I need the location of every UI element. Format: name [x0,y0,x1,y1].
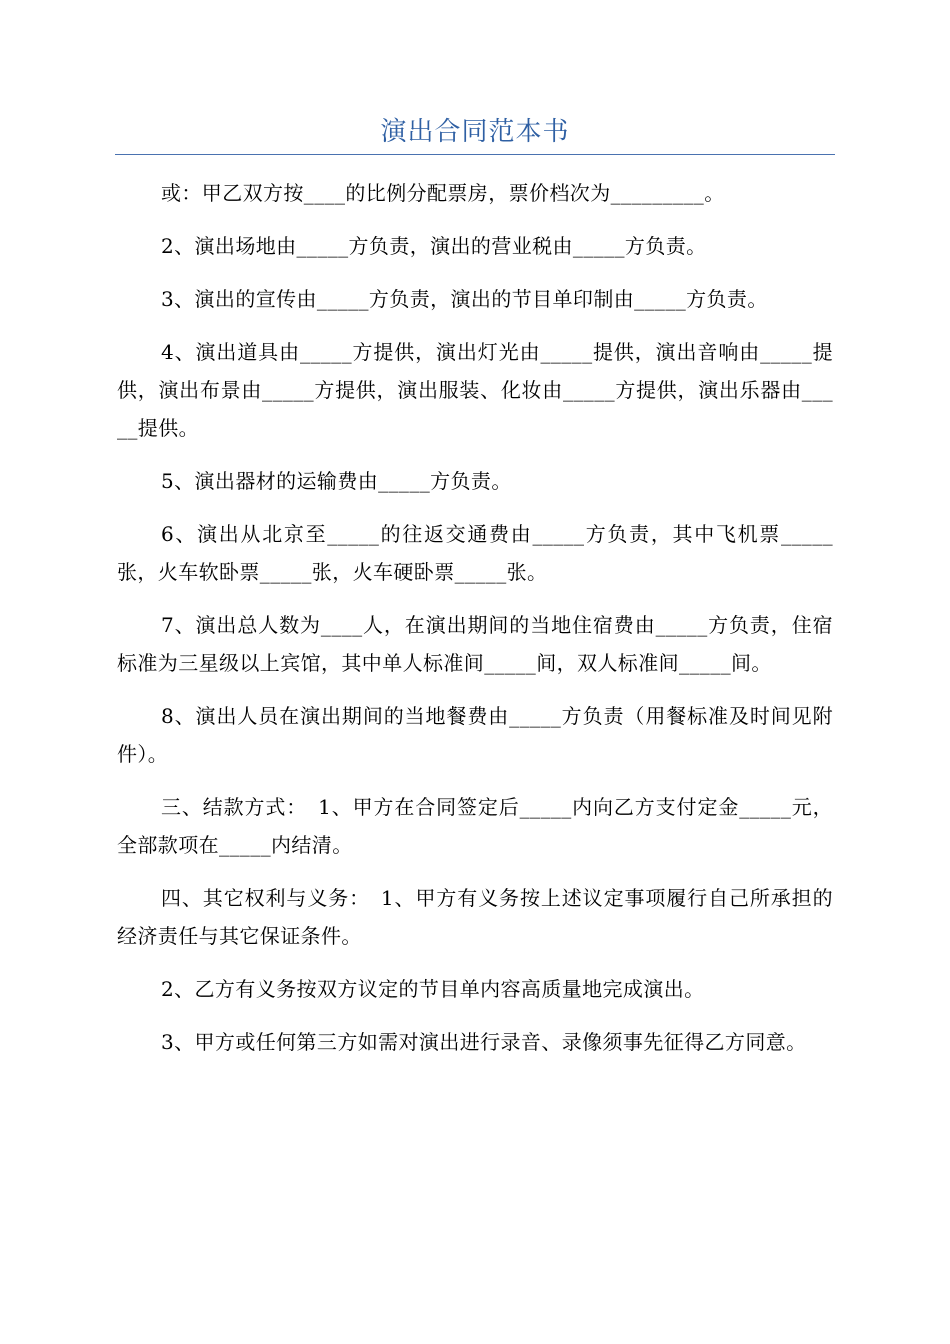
paragraph-venue-tax: 2、演出场地由_____方负责，演出的营业税由_____方负责。 [161,234,707,258]
paragraph-promotion-program: 3、演出的宣传由_____方负责，演出的节目单印制由_____方负责。 [161,287,768,311]
document-title: 演出合同范本书 [380,117,570,147]
paragraph-meals: 8、演出人员在演出期间的当地餐费由_____方负责（用餐标准及时间见附件）。 [117,704,833,766]
paragraph-payment-terms: 三、结款方式： 1、甲方在合同签定后_____内向乙方支付定金_____元，全部款项在_____内结清。 [117,795,833,857]
paragraph-box-office-split: 或：甲乙双方按____的比例分配票房，票价档次为_________。 [161,181,725,205]
paragraph-rights-obligations: 四、其它权利与义务： 1、甲方有义务按上述议定事项履行自己所承担的经济责任与其它保证条件。 [117,886,833,948]
paragraph-recording-consent: 3、甲方或任何第三方如需对演出进行录音、录像须事先征得乙方同意。 [161,1030,807,1054]
document-body [117,174,833,1076]
paragraph-headcount-lodging: 7、演出总人数为____人，在演出期间的当地住宿费由_____方负责，住宿标准为三星级以上宾馆，其中单人标准间_____间，双人标准间_____间。 [117,613,833,675]
paragraph-party-b-duty: 2、乙方有义务按双方议定的节目单内容高质量地完成演出。 [161,977,705,1001]
paragraph-props-lighting-sound: 4、演出道具由_____方提供，演出灯光由_____提供，演出音响由_____提供，演出布景由_____方提供，演出服装、化妆由_____方提供，演出乐器由_____提供。 [117,340,833,440]
paragraph-travel-tickets: 6、演出从北京至_____的往返交通费由_____方负责，其中飞机票_____张，火车软卧票_____张，火车硬卧票_____张。 [117,522,833,584]
paragraph-equipment-transport: 5、演出器材的运输费由_____方负责。 [161,469,512,493]
title-underline [115,154,835,155]
